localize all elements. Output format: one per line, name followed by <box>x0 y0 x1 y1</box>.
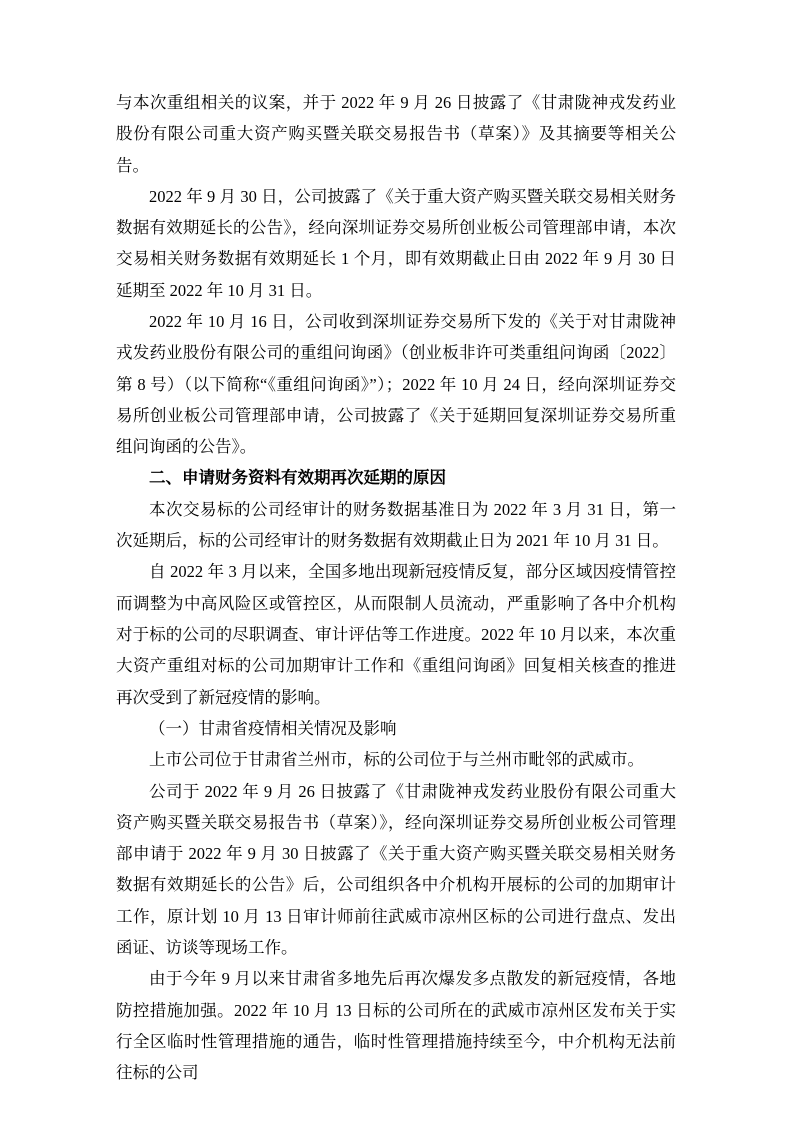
subsection-heading: （一）甘肃省疫情相关情况及影响 <box>149 718 397 738</box>
paragraph: 2022 年 10 月 16 日，公司收到深圳证券交易所下发的《关于对甘肃陇神戎发药业股份有限公司的重组问询函》（创业板非许可类重组问询函〔2022〕第 8 号）（以下简称“《重组问询函》”）；2022 年 10 月 24 日，经向深圳证券交易所创业板公司管理部申请，公司披露了《关于延期回复深圳证券交易所重组问询函的公告》。 <box>116 312 676 457</box>
paragraph: 由于今年 9 月以来甘肃省多地先后再次爆发多点散发的新冠疫情，各地防控措施加强。2022 年 10 月 13 日标的公司所在的武威市凉州区发布关于实行全区临时性管理措施的通告，临时性管理措施持续至今，中介机构无法前往标的公司 <box>116 969 676 1083</box>
paragraph-continuation: 与本次重组相关的议案，并于 2022 年 9 月 26 日披露了《甘肃陇神戎发药业股份有限公司重大资产购买暨关联交易报告书（草案）》及其摘要等相关公告。 <box>116 93 676 175</box>
paragraph: 自 2022 年 3 月以来，全国多地出现新冠疫情反复，部分区域因疫情管控而调整为中高风险区或管控区，从而限制人员流动，严重影响了各中介机构对于标的公司的尽职调查、审计评估等工作进度。2022 年 10 月以来，本次重大资产重组对标的公司加期审计工作和《重组问询函》回复相关核查的推进再次受到了新冠疫情的影响。 <box>116 562 676 707</box>
paragraph: 本次交易标的公司经审计的财务数据基准日为 2022 年 3 月 31 日，第一次延期后，标的公司经审计的财务数据有效期截止日为 2021 年 10 月 31 日。 <box>116 499 676 551</box>
paragraph: 2022 年 9 月 30 日，公司披露了《关于重大资产购买暨关联交易相关财务数据有效期延长的公告》，经向深圳证券交易所创业板公司管理部申请，本次交易相关财务数据有效期延长 1 个月，即有效期截止日由 2022 年 9 月 30 日延期至 2022 年 10 月 31 日。 <box>116 186 676 300</box>
document-body <box>116 87 676 1089</box>
section-heading: 二、申请财务资料有效期再次延期的原因 <box>149 468 446 487</box>
paragraph: 公司于 2022 年 9 月 26 日披露了《甘肃陇神戎发药业股份有限公司重大资产购买暨关联交易报告书（草案）》，经向深圳证券交易所创业板公司管理部申请于 2022 年 9 月 30 日披露了《关于重大资产购买暨关联交易相关财务数据有效期延长的公告》后，公司组织各中介机构开展标的公司的加期审计工作，原计划 10 月 13 日审计师前往武威市凉州区标的公司进行盘点、发出函证、访谈等现场工作。 <box>116 781 676 958</box>
paragraph: 上市公司位于甘肃省兰州市，标的公司位于与兰州市毗邻的武威市。 <box>149 750 644 770</box>
